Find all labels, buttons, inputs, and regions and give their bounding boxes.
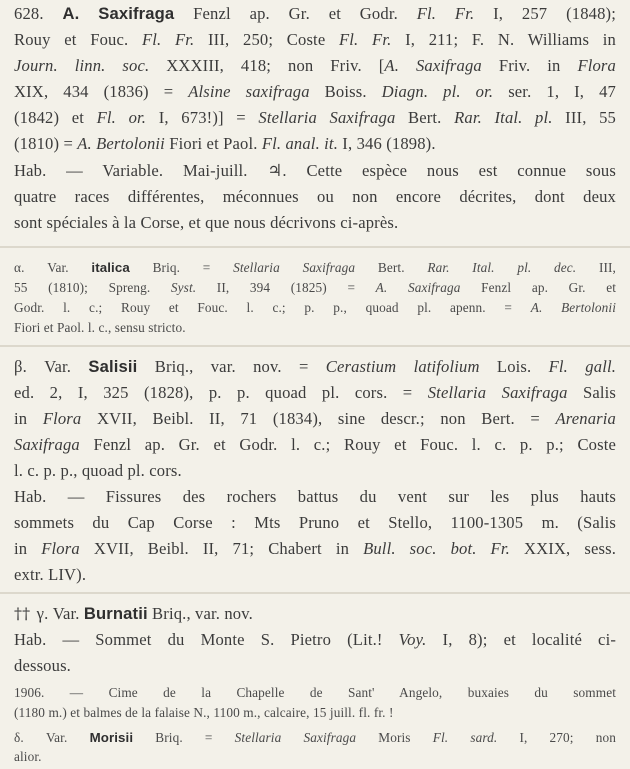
entry-line-6: (1810) = A. Bertolonii Fiori et Paol. Fl. anal. it. I, 346 (1898). — [14, 134, 436, 153]
salisii-habitat-4: extr. LIV). — [14, 565, 87, 584]
salisii-line-1: β. Var. Salisii Briq., var. nov. = Cerastium latifolium Lois. Fl. gall. — [14, 357, 617, 376]
burnatii-observation-1: 1906. — Cime de la Chapelle de Sant' Angelo, buxaies du sommet — [14, 685, 616, 700]
morisii-line-2: alior. — [14, 749, 42, 764]
section-divider — [0, 345, 630, 347]
double-dagger-mark: †† — [14, 604, 31, 623]
salisii-habitat-1: Hab. — Fissures des rochers battus du vent sur les plus hauts — [14, 487, 616, 506]
salisii-habitat-3: in Flora XVII, Beibl. II, 71; Chabert in Bull. soc. bot. Fr. XXIX, sess. — [14, 539, 617, 558]
morisii-line-1: δ. Var. Morisii Briq. = Stellaria Saxifraga Moris Fl. sard. I, 270; non — [14, 730, 617, 745]
habitat-line-2: quatre races différentes, méconnues ou non encore décrites, dont deux — [14, 187, 616, 206]
salisii-line-3: in Flora XVII, Beibl. II, 71 (1834), sine descr.; non Bert. = Arenaria — [14, 409, 616, 428]
entry-line-5: (1842) et Fl. or. I, 673!)] = Stellaria Saxifraga Bert. Rar. Ital. pl. III, 55 — [14, 108, 616, 127]
entry-line-2: Rouy et Fouc. Fl. Fr. III, 250; Coste Fl. Fr. I, 211; F. N. Williams in — [14, 30, 616, 49]
burnatii-line-1: †† γ. Var. Burnatii Briq., var. nov. — [14, 604, 253, 623]
italica-line-4: Fiori et Paol. l. c., sensu stricto. — [14, 320, 186, 335]
burnatii-observation-2: (1180 m.) et balmes de la falaise N., 1100 m., calcaire, 15 juill. fl. fr. ! — [14, 705, 394, 720]
italica-line-2: 55 (1810); Spreng. Syst. II, 394 (1825) = A. Saxifraga Fenzl ap. Gr. et — [14, 280, 616, 295]
habitat-line-3: sont spéciales à la Corse, et que nous décrivons ci-après. — [14, 213, 399, 232]
salisii-line-5: l. c. p. p., quoad pl. cors. — [14, 461, 182, 480]
italica-line-3: Godr. l. c.; Rouy et Fouc. l. c.; p. p., quoad pl. apenn. = A. Bertolonii — [14, 300, 616, 315]
entry-line-1: 628. A. Saxifraga Fenzl ap. Gr. et Godr. Fl. Fr. I, 257 (1848); — [14, 4, 616, 23]
salisii-line-4: Saxifraga Fenzl ap. Gr. et Godr. l. c.; Rouy et Fouc. l. c. p. p.; Coste — [14, 435, 616, 454]
entry-line-4: XIX, 434 (1836) = Alsine saxifraga Boiss. Diagn. pl. or. ser. 1, I, 47 — [14, 82, 616, 101]
entry-line-3: Journ. linn. soc. XXXIII, 418; non Friv. [A. Saxifraga Friv. in Flora — [14, 56, 616, 75]
salisii-line-2: ed. 2, I, 325 (1828), p. p. quoad pl. cors. = Stellaria Saxifraga Salis — [14, 383, 616, 402]
salisii-habitat-2: sommets du Cap Corse : Mts Pruno et Stello, 1100-1305 m. (Salis — [14, 513, 616, 532]
burnatii-habitat-2: dessous. — [14, 656, 71, 675]
section-divider — [0, 592, 630, 594]
habitat-line-1: Hab. — Variable. Mai-juill. ♃. Cette espèce nous est connue sous — [14, 161, 616, 180]
burnatii-habitat-1: Hab. — Sommet du Monte S. Pietro (Lit.! Voy. I, 8); et localité ci- — [14, 630, 617, 649]
italica-line-1: α. Var. italica Briq. = Stellaria Saxifraga Bert. Rar. Ital. pl. dec. III, — [14, 260, 616, 275]
section-divider — [0, 246, 630, 248]
